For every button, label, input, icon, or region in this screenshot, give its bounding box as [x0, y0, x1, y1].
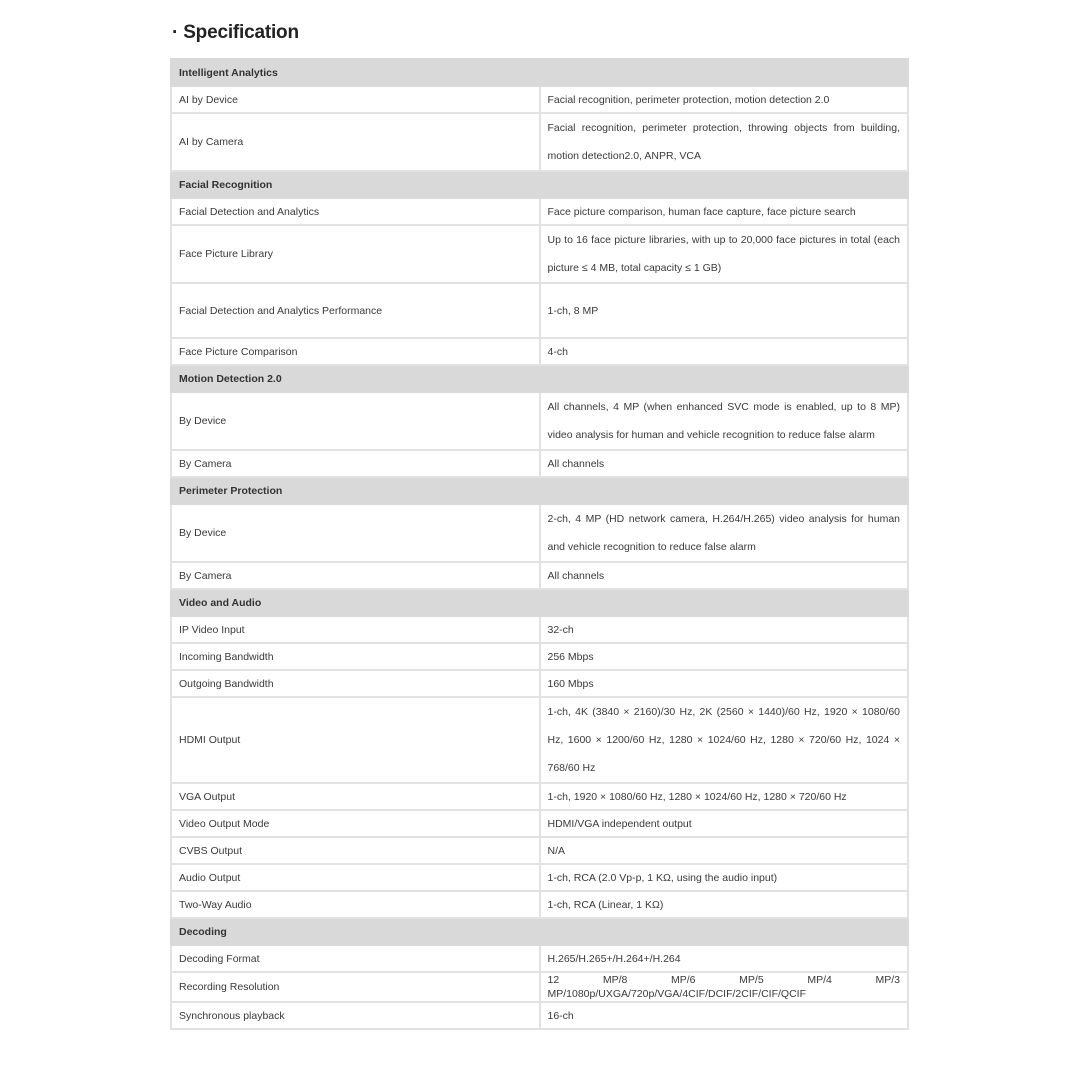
spec-value: 160 Mbps	[540, 670, 909, 697]
spec-row	[171, 198, 908, 225]
spec-value: 4-ch	[540, 338, 909, 365]
spec-key: Two-Way Audio	[171, 891, 540, 918]
section-header	[171, 365, 908, 392]
section-header	[171, 59, 908, 86]
section-heading: Perimeter Protection	[171, 477, 908, 504]
spec-value: 2-ch, 4 MP (HD network camera, H.264/H.265) video analysis for human and vehicle recognition to reduce false alarm	[540, 504, 909, 562]
page-title: · Specification	[172, 22, 299, 43]
spec-row	[171, 225, 908, 283]
section-heading: Decoding	[171, 918, 908, 945]
spec-key: By Device	[171, 392, 540, 450]
spec-key: Audio Output	[171, 864, 540, 891]
spec-row	[171, 562, 908, 589]
spec-key: Face Picture Comparison	[171, 338, 540, 365]
spec-row	[171, 504, 908, 562]
spec-key: Decoding Format	[171, 945, 540, 972]
spec-row	[171, 972, 908, 1002]
spec-key: Face Picture Library	[171, 225, 540, 283]
spec-value: 32-ch	[540, 616, 909, 643]
spec-value: 16-ch	[540, 1002, 909, 1029]
spec-value: Up to 16 face picture libraries, with up to 20,000 face pictures in total (each picture ≤ 4 MB, total capacity ≤ 1 GB)	[540, 225, 909, 283]
section-heading: Intelligent Analytics	[171, 59, 908, 86]
spec-value: HDMI/VGA independent output	[540, 810, 909, 837]
spec-key: AI by Camera	[171, 113, 540, 171]
spec-row	[171, 86, 908, 113]
spec-key: IP Video Input	[171, 616, 540, 643]
spec-key: HDMI Output	[171, 697, 540, 783]
spec-row	[171, 670, 908, 697]
spec-value: 1-ch, 8 MP	[540, 283, 909, 338]
spec-key: Facial Detection and Analytics	[171, 198, 540, 225]
spec-row	[171, 283, 908, 338]
spec-row	[171, 1002, 908, 1029]
spec-value: Facial recognition, perimeter protection, throwing objects from building, motion detection2.0, ANPR, VCA	[540, 113, 909, 171]
spec-value: All channels, 4 MP (when enhanced SVC mode is enabled, up to 8 MP) video analysis for human and vehicle recognition to reduce false alarm	[540, 392, 909, 450]
section-heading: Motion Detection 2.0	[171, 365, 908, 392]
spec-row	[171, 837, 908, 864]
spec-value: 12 MP/8 MP/6 MP/5 MP/4 MP/3 MP/1080p/UXGA/720p/VGA/4CIF/DCIF/2CIF/CIF/QCIF	[540, 972, 909, 1002]
section-heading: Facial Recognition	[171, 171, 908, 198]
spec-value: 1-ch, RCA (2.0 Vp-p, 1 KΩ, using the audio input)	[540, 864, 909, 891]
spec-value: Face picture comparison, human face capture, face picture search	[540, 198, 909, 225]
specification-table	[170, 58, 909, 1030]
spec-key: Recording Resolution	[171, 972, 540, 1002]
spec-row	[171, 450, 908, 477]
spec-row	[171, 616, 908, 643]
spec-key: By Camera	[171, 450, 540, 477]
spec-key: Incoming Bandwidth	[171, 643, 540, 670]
spec-row	[171, 643, 908, 670]
spec-value: 1-ch, 1920 × 1080/60 Hz, 1280 × 1024/60 Hz, 1280 × 720/60 Hz	[540, 783, 909, 810]
spec-row	[171, 113, 908, 171]
spec-value: 1-ch, 4K (3840 × 2160)/30 Hz, 2K (2560 × 1440)/60 Hz, 1920 × 1080/60 Hz, 1600 × 1200/60 Hz, 1280 × 1024/60 Hz, 1280 × 720/60 Hz, 1024 × 768/60 Hz	[540, 697, 909, 783]
spec-value: 256 Mbps	[540, 643, 909, 670]
spec-key: By Camera	[171, 562, 540, 589]
spec-row	[171, 697, 908, 783]
spec-key: CVBS Output	[171, 837, 540, 864]
spec-key: Outgoing Bandwidth	[171, 670, 540, 697]
spec-value: Facial recognition, perimeter protection, motion detection 2.0	[540, 86, 909, 113]
section-header	[171, 589, 908, 616]
spec-value: H.265/H.265+/H.264+/H.264	[540, 945, 909, 972]
section-header	[171, 477, 908, 504]
spec-key: Facial Detection and Analytics Performance	[171, 283, 540, 338]
section-heading: Video and Audio	[171, 589, 908, 616]
section-header	[171, 171, 908, 198]
spec-row	[171, 783, 908, 810]
spec-row	[171, 810, 908, 837]
spec-row	[171, 891, 908, 918]
spec-value: 1-ch, RCA (Linear, 1 KΩ)	[540, 891, 909, 918]
spec-value: N/A	[540, 837, 909, 864]
spec-key: Video Output Mode	[171, 810, 540, 837]
spec-key: AI by Device	[171, 86, 540, 113]
spec-row	[171, 392, 908, 450]
spec-row	[171, 945, 908, 972]
spec-key: VGA Output	[171, 783, 540, 810]
spec-value: All channels	[540, 450, 909, 477]
section-header	[171, 918, 908, 945]
spec-key: Synchronous playback	[171, 1002, 540, 1029]
spec-key: By Device	[171, 504, 540, 562]
spec-value: All channels	[540, 562, 909, 589]
spec-row	[171, 338, 908, 365]
spec-row	[171, 864, 908, 891]
